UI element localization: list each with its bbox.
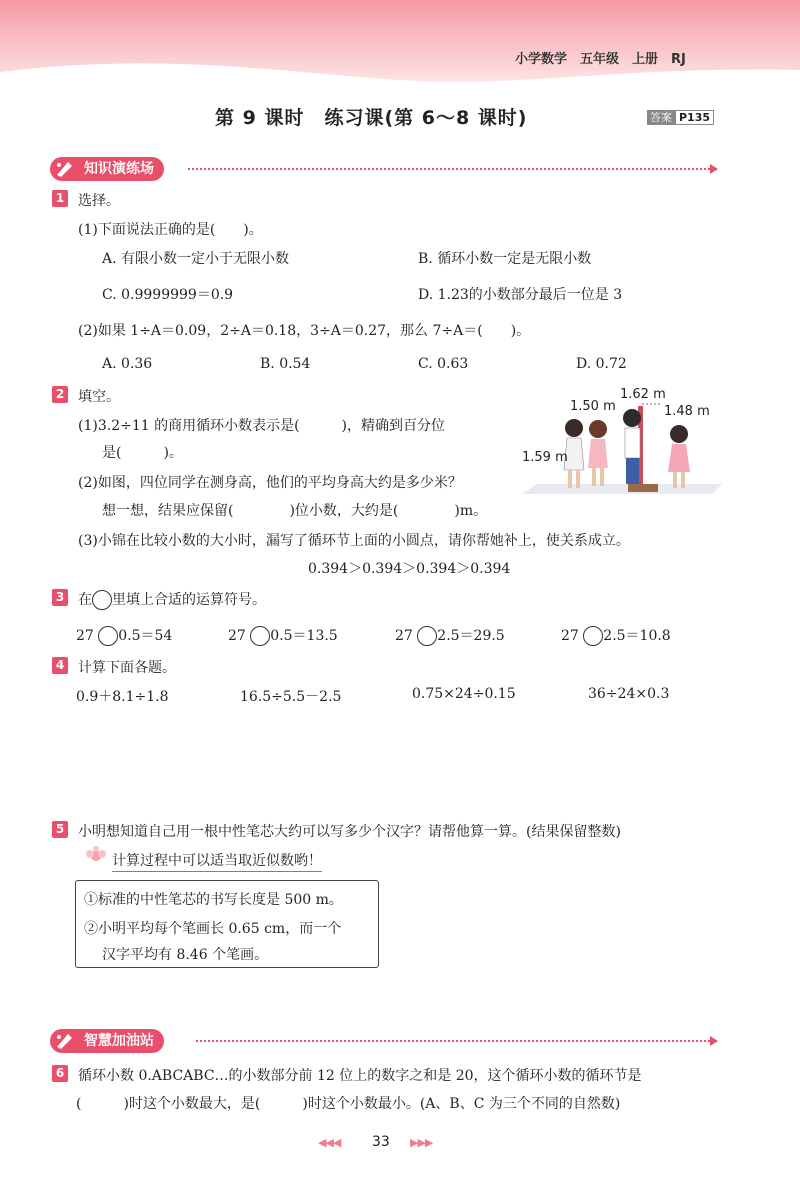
question-5-number: 5 (52, 821, 68, 838)
q1-part1: (1)下面说法正确的是( )。 (78, 222, 263, 238)
height-label-2: 1.62 m (620, 387, 666, 402)
height-label-3: 1.48 m (664, 404, 710, 419)
pencil-icon (54, 1031, 76, 1051)
q5-info-2b: 汉字平均有 8.46 个笔画。 (102, 947, 269, 963)
q4-item-4: 36÷24×0.3 (588, 686, 670, 702)
q2-part2-line1: (2)如图，四位同学在测身高，他们的平均身高大约是多少米？ (78, 475, 462, 491)
q5-info-2a: ②小明平均每个笔画长 0.65 cm，而一个 (84, 921, 342, 937)
q1-stem: 选择。 (78, 193, 120, 209)
question-4-number: 4 (52, 657, 68, 674)
q3-item-4 (561, 625, 671, 646)
height-label-4: 1.59 m (522, 450, 568, 465)
section-practice-divider (188, 168, 710, 170)
q4-item-2: 16.5÷5.5－2.5 (240, 689, 342, 705)
question-3-number: 3 (52, 589, 68, 606)
q1-part2-option-a: A. 0.36 (102, 356, 153, 372)
q5-info-1: ①标准的中性笔芯的书写长度是 500 m。 (84, 892, 343, 908)
q2-part1-line2: 是( )。 (102, 445, 183, 461)
page-number: 33 (372, 1134, 390, 1150)
q6-line2: ( )时这个小数最大，是( )时这个小数最小。(A、B、C 为三个不同的自然数) (76, 1096, 621, 1112)
q3-stem-b: 里填上合适的运算符号。 (112, 592, 266, 608)
section-practice-label: 知识演练场 (84, 161, 154, 177)
q5-tip: 计算过程中可以适当取近似数哟！ (112, 850, 322, 872)
q3-item-2-blank[interactable] (250, 626, 270, 646)
q2-part3: (3)小锦在比较小数的大小时，漏写了循环节上面的小圆点，请你帮她补上，使关系成立。 (78, 533, 630, 549)
prev-arrows-icon: ◀◀◀ (318, 1136, 341, 1149)
section-challenge-divider (196, 1040, 710, 1042)
q3-item-3 (395, 625, 505, 646)
answer-ref[interactable] (647, 109, 714, 125)
q3-item-2 (228, 625, 338, 646)
next-arrows-icon: ▶▶▶ (410, 1136, 433, 1149)
q1-part2-option-b: B. 0.54 (260, 356, 311, 372)
q1-part2-option-c: C. 0.63 (418, 356, 469, 372)
q2-stem: 填空。 (78, 389, 120, 405)
q3-item-3-right: 2.5＝29.5 (437, 628, 505, 644)
q3-item-3-blank[interactable] (417, 626, 437, 646)
section-challenge-label: 智慧加油站 (84, 1033, 154, 1049)
q1-part1-option-b: B. 循环小数一定是无限小数 (418, 251, 592, 267)
q3-item-1-right: 0.5＝54 (118, 628, 173, 644)
book-tag: 小学数学 五年级 上册 RJ (515, 52, 686, 67)
height-illustration (512, 384, 722, 504)
arrow-right-icon (710, 1036, 718, 1046)
q5-stem: 小明想知道自己用一根中性笔芯大约可以写多少个汉字？请帮他算一算。(结果保留整数) (78, 824, 621, 840)
question-6-number: 6 (52, 1065, 68, 1082)
q3-item-1-left: 27 (76, 628, 94, 644)
q2-part2-line2: 想一想，结果应保留( )位小数，大约是( )m。 (102, 503, 488, 519)
question-1-number: 1 (52, 190, 68, 207)
question-2-number: 2 (52, 386, 68, 403)
q3-item-4-left: 27 (561, 628, 579, 644)
q1-part2: (2)如果 1÷A＝0.09，2÷A＝0.18，3÷A＝0.27，那么 7÷A＝( )。 (78, 323, 531, 339)
page-title: 第 9 课时 练习课(第 6～8 课时) (215, 107, 528, 129)
q1-part1-option-a: A. 有限小数一定小于无限小数 (102, 251, 290, 267)
q3-stem-a: 在 (78, 592, 92, 608)
q3-item-1 (76, 625, 172, 646)
q3-item-2-left: 27 (228, 628, 246, 644)
q4-stem: 计算下面各题。 (78, 660, 176, 676)
q1-part2-option-d: D. 0.72 (576, 356, 627, 372)
q3-item-4-blank[interactable] (583, 626, 603, 646)
q3-item-3-left: 27 (395, 628, 413, 644)
pencil-icon (54, 159, 76, 179)
q4-item-3: 0.75×24÷0.15 (412, 686, 516, 702)
header-band (0, 0, 800, 90)
q3-stem (78, 589, 266, 610)
height-label-1: 1.50 m (570, 399, 616, 414)
circle-blank-icon (92, 590, 112, 610)
q2-part1-line1: (1)3.2÷11 的商用循环小数表示是( )，精确到百分位 (78, 418, 446, 434)
q4-item-1: 0.9＋8.1÷1.8 (76, 689, 169, 705)
q1-part1-option-c: C. 0.9999999＝0.9 (102, 287, 234, 303)
q2-part3-expression: 0.394＞0.394＞0.394＞0.394 (308, 561, 511, 577)
q6-line1: 循环小数 0.ABCABC…的小数部分前 12 位上的数字之和是 20，这个循环小数的循环节是 (78, 1068, 642, 1084)
answer-page: P135 (675, 110, 714, 125)
q3-item-4-right: 2.5＝10.8 (603, 628, 671, 644)
answer-label: 答案 (647, 110, 675, 125)
q3-item-1-blank[interactable] (98, 626, 118, 646)
arrow-right-icon (710, 164, 718, 174)
q1-part1-option-d: D. 1.23的小数部分最后一位是 3 (418, 287, 623, 303)
q3-item-2-right: 0.5＝13.5 (270, 628, 338, 644)
flower-icon (82, 845, 110, 867)
